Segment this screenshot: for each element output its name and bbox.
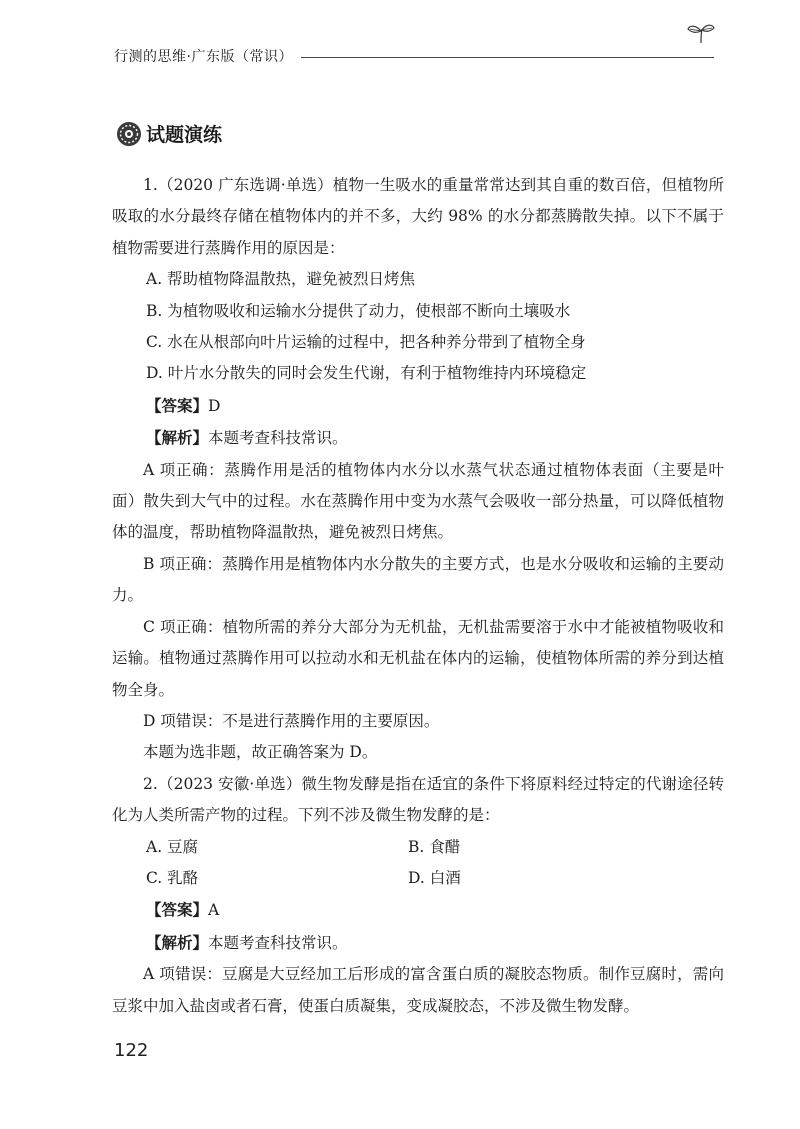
question-2-explanation-a: A 项错误：豆腐是大豆经加工后形成的富含蛋白质的凝胶态物质。制作豆腐时，需向豆浆中加入盐卤或者石膏，使蛋白质凝集，变成凝胶态，不涉及微生物发酵。 <box>112 965 724 1015</box>
analysis-intro: 本题考查科技常识。 <box>208 933 348 952</box>
question-2-option-c: C. 乳酪 <box>146 868 199 887</box>
question-1-explanation-b: B 项正确：蒸腾作用是植物体内水分散失的主要方式，也是水分吸收和运输的主要动力。 <box>112 554 724 605</box>
question-1-option-b: B. 为植物吸收和运输水分提供了动力，使根部不断向土壤吸水 <box>146 301 571 320</box>
book-title: 行测的思维·广东版（常识） <box>114 49 293 65</box>
section-heading <box>116 120 222 147</box>
question-1-explanation-c: C 项正确：植物所需的养分大部分为无机盐，无机盐需要溶于水中才能被植物吸收和运输。植物通过蒸腾作用可以拉动水和无机盐在体内的运输，使植物体所需的养分到达植物全身。 <box>112 617 724 699</box>
question-1-option-d: D. 叶片水分散失的同时会发生代谢，有利于植物维持内环境稳定 <box>146 364 587 383</box>
running-header <box>114 44 714 68</box>
question-2-options <box>112 832 724 895</box>
section-badge-icon <box>116 121 142 147</box>
question-1-option-c: C. 水在从根部向叶片运输的过程中，把各种养分带到了植物全身 <box>146 333 586 352</box>
sprout-icon <box>686 22 716 44</box>
analysis-label: 【解析】 <box>146 932 209 952</box>
question-1-stem: 1.（2020 广东选调·单选）植物一生吸水的重量常常达到其自重的数百倍，但植物所吸取的水分最终存储在植物体内的并不多，大约 98% 的水分都蒸腾散失掉。以下不属于植物需要进行蒸腾作用的原因是： <box>112 176 724 257</box>
question-1-conclusion: 本题为选非题，故正确答案为 D。 <box>143 743 378 762</box>
page-content <box>112 170 724 1022</box>
question-2-option-a: A. 豆腐 <box>146 837 199 856</box>
question-1-answer <box>112 390 724 422</box>
answer-value: D <box>208 396 221 415</box>
question-2-stem: 2.（2023 安徽·单选）微生物发酵是指在适宜的条件下将原料经过特定的代谢途径转化为人类所需产物的过程。下列不涉及微生物发酵的是： <box>112 774 724 825</box>
answer-label: 【答案】 <box>146 395 209 415</box>
header-rule <box>301 57 714 58</box>
question-2-option-b: B. 食醋 <box>408 837 461 856</box>
analysis-intro: 本题考查科技常识。 <box>208 429 348 448</box>
page-number: 122 <box>114 1040 149 1061</box>
answer-label: 【答案】 <box>146 900 209 920</box>
question-2-answer <box>112 894 724 926</box>
answer-value: A <box>208 901 220 920</box>
analysis-label: 【解析】 <box>146 428 209 448</box>
question-1-explanation-d: D 项错误：不是进行蒸腾作用的主要原因。 <box>143 711 440 730</box>
question-1-option-a: A. 帮助植物降温散热，避免被烈日烤焦 <box>146 270 416 289</box>
question-1-explanation-a: A 项正确：蒸腾作用是活的植物体内水分以水蒸气状态通过植物体表面（主要是叶面）散失到大气中的过程。水在蒸腾作用中变为水蒸气会吸收一部分热量，可以降低植物体的温度，帮助植物降温散热，避免被烈日烤焦。 <box>112 460 724 542</box>
question-1-analysis <box>112 422 724 454</box>
question-2-option-d: D. 白酒 <box>408 868 461 887</box>
question-2-analysis <box>112 927 724 959</box>
section-title: 试题演练 <box>146 124 223 146</box>
